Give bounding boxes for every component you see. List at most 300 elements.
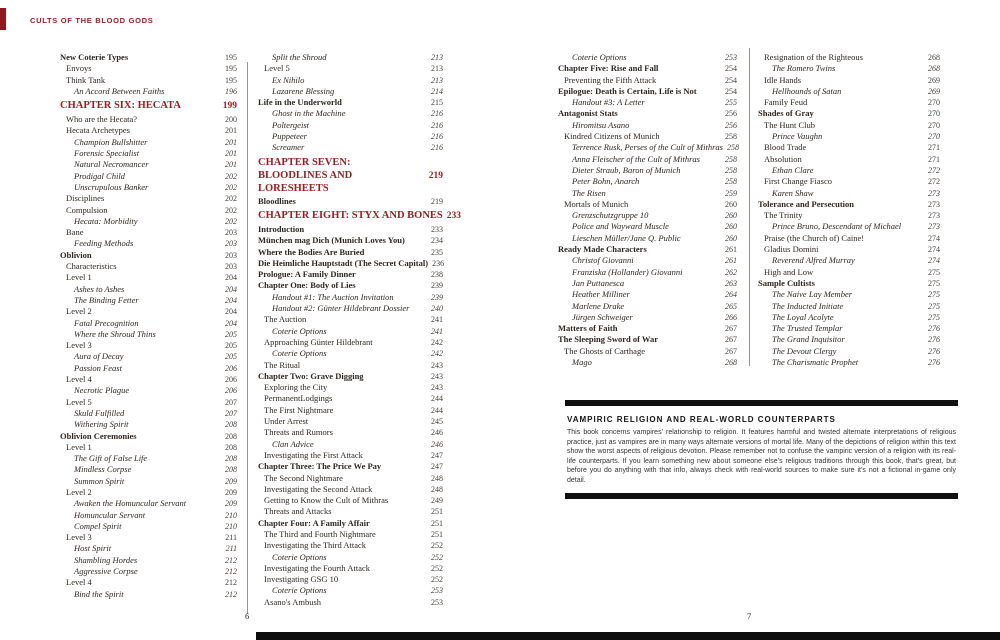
toc-entry-page: 258 <box>726 143 739 153</box>
toc-entry-page: 248 <box>431 473 443 483</box>
toc-entry <box>558 165 737 176</box>
toc-entry <box>60 476 237 487</box>
toc-entry-page: 202 <box>225 194 237 204</box>
toc-entry-page: 244 <box>431 405 443 415</box>
toc-entry-page: 212 <box>225 555 237 565</box>
toc-entry-page: 276 <box>928 335 940 345</box>
toc-entry-label: Where the Shroud Thins <box>74 328 156 339</box>
toc-entry-label: Hecata Archetypes <box>66 125 130 136</box>
toc-entry-page: 249 <box>431 496 443 506</box>
toc-entry <box>60 52 237 63</box>
toc-entry <box>60 205 237 216</box>
toc-entry-label: The Hunt Club <box>764 119 815 130</box>
toc-entry <box>758 63 940 74</box>
toc-entry <box>758 108 940 119</box>
toc-entry-page: 209 <box>225 476 237 486</box>
toc-entry-page: 271 <box>928 154 940 164</box>
toc-entry-page: 195 <box>225 75 237 85</box>
toc-entry-label: Homuncular Servant <box>74 509 146 520</box>
toc-entry-label: Awaken the Homuncular Servant <box>74 498 187 509</box>
toc-entry-page: 196 <box>225 86 237 96</box>
toc-entry-page: 203 <box>225 250 237 260</box>
toc-entry-label: Clan Advice <box>272 438 314 449</box>
toc-entry-page: 254 <box>725 75 737 85</box>
toc-entry-page: 260 <box>725 222 737 232</box>
toc-entry-page: 246 <box>431 428 443 438</box>
toc-entry-page: 216 <box>431 120 443 130</box>
toc-entry-page: 204 <box>225 307 237 317</box>
toc-entry-page: 204 <box>225 295 237 305</box>
toc-entry <box>258 348 443 359</box>
toc-entry-page: 276 <box>928 324 940 334</box>
toc-entry-page: 202 <box>225 182 237 192</box>
toc-entry <box>60 318 237 329</box>
toc-entry-label: Ashes to Ashes <box>74 283 125 294</box>
toc-entry-page: 213 <box>431 75 443 85</box>
toc-entry-label: Asano's Ambush <box>264 596 322 607</box>
toc-entry <box>258 574 443 585</box>
toc-entry-label: Chapter Three: The Price We Pay <box>258 461 382 472</box>
toc-entry-page: 195 <box>225 53 237 62</box>
toc-entry-label: Mago <box>572 357 592 368</box>
toc-entry <box>60 374 237 385</box>
toc-entry <box>60 137 237 148</box>
toc-entry-label: Level 1 <box>66 441 92 452</box>
toc-entry <box>60 86 237 97</box>
toc-entry-page: 274 <box>928 256 940 266</box>
toc-entry-page: 195 <box>225 64 237 74</box>
toc-entry <box>258 529 443 540</box>
toc-entry-page: 253 <box>431 586 443 596</box>
toc-entry <box>258 52 443 63</box>
toc-entry-page: 200 <box>225 115 237 125</box>
toc-entry-label: The Trusted Templar <box>772 323 843 334</box>
toc-entry <box>60 284 237 295</box>
toc-entry-label: Hiromitsu Asano <box>572 119 630 130</box>
toc-entry-page: 209 <box>225 499 237 509</box>
toc-entry-page: 270 <box>928 98 940 108</box>
toc-entry <box>558 312 737 323</box>
toc-entry-page: 258 <box>725 165 737 175</box>
sidebar-bottom-rule <box>565 493 958 499</box>
toc-entry-label: Blood Trade <box>764 142 807 153</box>
toc-entry-page: 219 <box>431 196 443 206</box>
toc-entry-label: Shambling Hordes <box>74 554 138 565</box>
toc-entry <box>758 176 940 187</box>
toc-entry-label: PermanentLodgings <box>264 393 333 404</box>
toc-entry <box>60 566 237 577</box>
toc-entry-label: Hellhounds of Satan <box>772 85 842 96</box>
toc-entry-label: Envoys <box>66 63 92 74</box>
toc-entry <box>758 312 940 323</box>
toc-entry-label: Champion Bullshitter <box>74 136 148 147</box>
toc-entry <box>558 188 737 199</box>
toc-entry-label: Screamer <box>272 142 305 153</box>
toc-entry-label: CHAPTER EIGHT: STYX AND BONES <box>258 209 443 221</box>
toc-entry-label: Franziska (Hollander) Giovanni <box>572 266 683 277</box>
toc-entry <box>558 301 737 312</box>
toc-entry <box>558 221 737 232</box>
toc-entry-page: 252 <box>431 563 443 573</box>
toc-entry-label: Investigating GSG 10 <box>264 574 339 585</box>
toc-entry <box>258 495 443 506</box>
toc-entry-page: 252 <box>431 552 443 562</box>
toc-entry-label: Christof Giovanni <box>572 255 634 266</box>
toc-entry <box>60 272 237 283</box>
toc-entry-page: 270 <box>928 120 940 130</box>
toc-entry-page: 219 <box>428 170 443 181</box>
toc-entry <box>558 199 737 210</box>
toc-entry-page: 241 <box>431 315 443 325</box>
toc-entry <box>258 63 443 74</box>
toc-entry <box>60 385 237 396</box>
toc-entry <box>258 75 443 86</box>
toc-entry <box>258 108 443 119</box>
page-edge-tab <box>0 8 6 30</box>
toc-entry-label: Unscrupulous Banker <box>74 181 149 192</box>
toc-entry-page: 267 <box>725 346 737 356</box>
toc-entry <box>758 357 940 368</box>
toc-entry-page: 275 <box>928 301 940 311</box>
toc-entry-label: Investigating the Second Attack <box>264 483 373 494</box>
toc-entry-label: Fatal Precognition <box>74 317 139 328</box>
toc-entry-page: 234 <box>431 236 443 246</box>
toc-entry <box>258 382 443 393</box>
toc-entry <box>558 233 737 244</box>
toc-entry-page: 201 <box>225 160 237 170</box>
toc-entry <box>758 210 940 221</box>
toc-entry <box>758 346 940 357</box>
toc-entry-page: 254 <box>725 86 737 96</box>
toc-entry-page: 205 <box>225 352 237 362</box>
toc-entry-page: 207 <box>225 397 237 407</box>
toc-entry <box>758 267 940 278</box>
toc-entry-page: 212 <box>225 567 237 577</box>
toc-entry-label: Investigating the Third Attack <box>264 540 367 551</box>
toc-entry <box>758 334 940 345</box>
toc-entry-label: Bind the Spirit <box>74 588 124 599</box>
toc-entry <box>60 543 237 554</box>
toc-entry <box>258 405 443 416</box>
toc-entry <box>258 439 443 450</box>
toc-entry-label: Reverend Alfred Murray <box>772 255 855 266</box>
toc-entry <box>258 131 443 142</box>
toc-entry-label: Level 2 <box>66 486 92 497</box>
toc-entry <box>558 323 737 334</box>
toc-entry-page: 214 <box>431 86 443 96</box>
toc-entry <box>60 351 237 362</box>
toc-entry <box>558 267 737 278</box>
toc-entry <box>60 148 237 159</box>
toc-entry-label: The Charismatic Prophet <box>772 357 859 368</box>
toc-entry-label: Split the Shroud <box>272 52 327 62</box>
toc-entry <box>258 506 443 517</box>
toc-entry-label: Gladius Domini <box>764 244 819 255</box>
toc-entry <box>558 255 737 266</box>
toc-entry <box>258 360 443 371</box>
toc-entry-label: Natural Necromancer <box>74 159 149 170</box>
toc-entry-label: The Sleeping Sword of War <box>558 334 658 345</box>
toc-entry <box>758 154 940 165</box>
toc-entry-label: The Ritual <box>264 359 301 370</box>
toc-entry <box>758 142 940 153</box>
toc-entry <box>258 585 443 596</box>
toc-entry-label: Preventing the Fifth Attack <box>564 74 657 85</box>
toc-entry-page: 265 <box>725 301 737 311</box>
toc-entry-label: Threats and Attacks <box>264 506 332 517</box>
toc-entry-label: Coterie Options <box>572 52 627 62</box>
toc-entry <box>60 498 237 509</box>
toc-entry <box>558 86 737 97</box>
toc-entry-label: Puppeteer <box>272 131 307 142</box>
toc-entry <box>258 597 443 608</box>
toc-entry-label: Heather Milliner <box>572 289 630 300</box>
toc-entry <box>758 188 940 199</box>
toc-entry-label: The Second Nightmare <box>264 472 343 483</box>
toc-entry-label: Getting to Know the Cult of Mithras <box>264 495 389 506</box>
toc-entry-label: Coterie Options <box>272 585 327 596</box>
toc-entry-label: The Grand Inquisitor <box>772 334 845 345</box>
toc-entry-label: Prince Vaughn <box>772 131 823 142</box>
toc-entry-page: 208 <box>225 465 237 475</box>
toc-entry <box>258 563 443 574</box>
toc-entry-label: Level 3 <box>66 340 92 351</box>
toc-entry-label: Prince Bruno, Descendant of Michael <box>772 221 902 232</box>
toc-entry <box>558 75 737 86</box>
toc-entry <box>60 532 237 543</box>
toc-entry <box>258 156 443 195</box>
toc-entry <box>758 86 940 97</box>
toc-entry <box>258 142 443 153</box>
toc-entry-page: 251 <box>431 507 443 517</box>
toc-entry-label: Police and Wayward Muscle <box>572 221 669 232</box>
toc-entry <box>558 334 737 345</box>
toc-entry <box>60 193 237 204</box>
toc-entry-label: Level 5 <box>264 63 290 74</box>
toc-entry-page: 235 <box>431 247 443 257</box>
toc-entry-page: 252 <box>431 575 443 585</box>
toc-entry <box>60 555 237 566</box>
toc-entry-label: Sample Cultists <box>758 277 815 288</box>
toc-entry-page: 206 <box>225 375 237 385</box>
toc-entry <box>258 120 443 131</box>
toc-entry-page: 202 <box>225 216 237 226</box>
toc-entry-label: Epilogue: Death is Certain, Life is Not <box>558 85 697 96</box>
toc-entry-label: Coterie Options <box>272 551 327 562</box>
toc-entry <box>60 114 237 125</box>
toc-entry <box>758 278 940 289</box>
toc-entry-label: Under Arrest <box>264 416 309 427</box>
toc-entry-label: Chapter Two: Grave Digging <box>258 370 364 381</box>
toc-entry-label: Withering Spirit <box>74 419 129 430</box>
toc-entry <box>60 261 237 272</box>
toc-entry-page: 243 <box>431 371 443 381</box>
toc-entry-page: 275 <box>928 267 940 277</box>
toc-entry-page: 233 <box>431 224 443 234</box>
toc-entry-page: 270 <box>928 132 940 142</box>
toc-entry-label: The Trinity <box>764 210 803 221</box>
toc-entry-label: Oblivion Ceremonies <box>60 430 137 441</box>
column-divider <box>247 62 248 614</box>
toc-entry-label: Ghost in the Machine <box>272 108 346 119</box>
toc-entry-page: 248 <box>431 484 443 494</box>
toc-entry-page: 258 <box>725 132 737 142</box>
toc-entry-page: 253 <box>725 53 737 62</box>
toc-entry-label: Mortals of Munich <box>564 198 629 209</box>
toc-entry <box>558 210 737 221</box>
toc-entry <box>558 108 737 119</box>
toc-entry <box>258 473 443 484</box>
toc-entry-label: Host Spirit <box>74 543 112 554</box>
toc-entry-label: Idle Hands <box>764 74 802 85</box>
toc-entry-page: 273 <box>928 188 940 198</box>
toc-entry-label: New Coterie Types <box>60 52 129 62</box>
toc-entry-page: 267 <box>725 324 737 334</box>
toc-entry <box>60 589 237 600</box>
toc-entry-page: 268 <box>928 64 940 74</box>
toc-entry-label: Bloodlines <box>258 195 296 206</box>
toc-entry-label: Poltergeist <box>272 119 309 130</box>
toc-entry-page: 259 <box>725 188 737 198</box>
toc-entry-page: 236 <box>432 258 445 268</box>
toc-entry-label: Passion Feast <box>74 362 122 373</box>
toc-entry-page: 260 <box>725 199 737 209</box>
toc-entry-label: The Gift of False Life <box>74 453 148 464</box>
toc-entry-label: Life in the Underworld <box>258 97 342 108</box>
toc-entry-label: Investigating the First Attack <box>264 449 363 460</box>
toc-entry-page: 211 <box>225 533 237 543</box>
toc-entry-page: 266 <box>725 312 737 322</box>
toc-entry-page: 272 <box>928 177 940 187</box>
toc-column-2 <box>258 52 462 608</box>
toc-entry-label: Characteristics <box>66 261 117 272</box>
toc-entry <box>758 233 940 244</box>
toc-entry <box>60 306 237 317</box>
toc-entry <box>258 196 443 207</box>
toc-entry-label: Grenzschutzgruppe 10 <box>572 210 649 221</box>
toc-entry-page: 270 <box>928 109 940 119</box>
toc-entry-page: 216 <box>431 143 443 153</box>
toc-entry <box>758 120 940 131</box>
toc-entry-label: Aura of Decay <box>74 351 124 362</box>
toc-entry-label: The Loyal Acolyte <box>772 311 834 322</box>
toc-entry <box>60 227 237 238</box>
toc-entry-page: 209 <box>225 487 237 497</box>
toc-entry-label: Jürgen Schweiger <box>572 311 633 322</box>
toc-entry-page: 208 <box>225 431 237 441</box>
toc-entry-label: Tolerance and Persecution <box>758 198 855 209</box>
toc-entry <box>258 427 443 438</box>
toc-entry <box>758 75 940 86</box>
toc-entry-page: 267 <box>725 335 737 345</box>
toc-entry-label: Dieter Straub, Baron of Munich <box>572 164 681 175</box>
toc-entry-page: 268 <box>725 358 737 368</box>
toc-entry <box>60 250 237 261</box>
toc-entry <box>258 86 443 97</box>
toc-entry-page: 206 <box>225 363 237 373</box>
toc-entry-page: 253 <box>431 597 443 607</box>
toc-entry-page: 202 <box>225 205 237 215</box>
toc-entry-page: 242 <box>431 349 443 359</box>
toc-entry <box>60 408 237 419</box>
toc-entry <box>558 52 737 63</box>
toc-entry-page: 212 <box>225 578 237 588</box>
toc-entry-page: 240 <box>431 304 443 314</box>
toc-entry-label: Bane <box>66 227 84 238</box>
toc-entry-page: 256 <box>725 109 737 119</box>
toc-entry <box>60 171 237 182</box>
sidebar-title: VAMPIRIC RELIGION AND REAL-WORLD COUNTERPARTS <box>567 415 836 424</box>
toc-entry-page: 256 <box>725 120 737 130</box>
toc-entry-page: 201 <box>225 149 237 159</box>
toc-entry-label: Terrence Rusk, Perses of the Cult of Mithras <box>572 142 723 153</box>
toc-entry-label: The Risen <box>572 187 606 198</box>
toc-entry <box>258 247 443 258</box>
toc-entry-page: 276 <box>928 346 940 356</box>
toc-entry-page: 264 <box>725 290 737 300</box>
toc-entry-label: Threats and Rumors <box>264 427 333 438</box>
toc-entry-label: The Ghosts of Carthage <box>564 345 645 356</box>
toc-entry-label: Introduction <box>258 223 305 234</box>
toc-entry-page: 247 <box>431 462 443 472</box>
toc-entry <box>758 289 940 300</box>
toc-entry-page: 208 <box>225 442 237 452</box>
toc-entry-page: 261 <box>725 245 737 255</box>
toc-entry-label: Hecata: Morbidity <box>74 215 138 226</box>
toc-entry-label: Compulsion <box>66 204 108 215</box>
toc-entry <box>60 295 237 306</box>
toc-entry-label: Coterie Options <box>272 325 327 336</box>
toc-entry <box>258 461 443 472</box>
toc-entry-page: 275 <box>928 312 940 322</box>
toc-entry <box>558 154 737 165</box>
toc-entry-page: 243 <box>431 360 443 370</box>
toc-entry-label: Forensic Specialist <box>74 148 140 159</box>
toc-entry-label: Aggressive Corpse <box>74 566 138 577</box>
toc-entry-page: 268 <box>928 53 940 62</box>
toc-entry <box>558 97 737 108</box>
toc-entry-label: The Binding Fetter <box>74 294 139 305</box>
toc-entry-label: The First Nightmare <box>264 404 334 415</box>
toc-entry-page: 203 <box>225 239 237 249</box>
toc-entry <box>60 75 237 86</box>
toc-entry-label: Jan Puttanesca <box>572 277 625 288</box>
toc-entry-page: 204 <box>225 273 237 283</box>
toc-entry <box>60 521 237 532</box>
toc-entry <box>60 63 237 74</box>
toc-entry <box>60 510 237 521</box>
toc-entry-label: Ethan Clare <box>772 164 814 175</box>
toc-entry-label: Handout #2: Günter Hildebrant Dossier <box>272 303 410 314</box>
toc-entry-page: 213 <box>431 53 443 62</box>
toc-entry <box>258 314 443 325</box>
toc-entry-page: 216 <box>431 132 443 142</box>
toc-entry <box>60 464 237 475</box>
toc-entry-label: Investigating the Fourth Attack <box>264 562 370 573</box>
toc-entry <box>558 289 737 300</box>
toc-entry <box>258 371 443 382</box>
toc-entry-page: 245 <box>431 417 443 427</box>
toc-entry-page: 251 <box>431 529 443 539</box>
toc-entry-page: 238 <box>431 270 443 280</box>
toc-entry <box>558 120 737 131</box>
toc-entry-page: 276 <box>928 358 940 368</box>
toc-entry <box>558 357 737 368</box>
toc-entry <box>258 269 443 280</box>
toc-entry <box>258 416 443 427</box>
toc-entry-label: Antagonist Stats <box>558 108 618 119</box>
toc-entry <box>258 209 462 223</box>
